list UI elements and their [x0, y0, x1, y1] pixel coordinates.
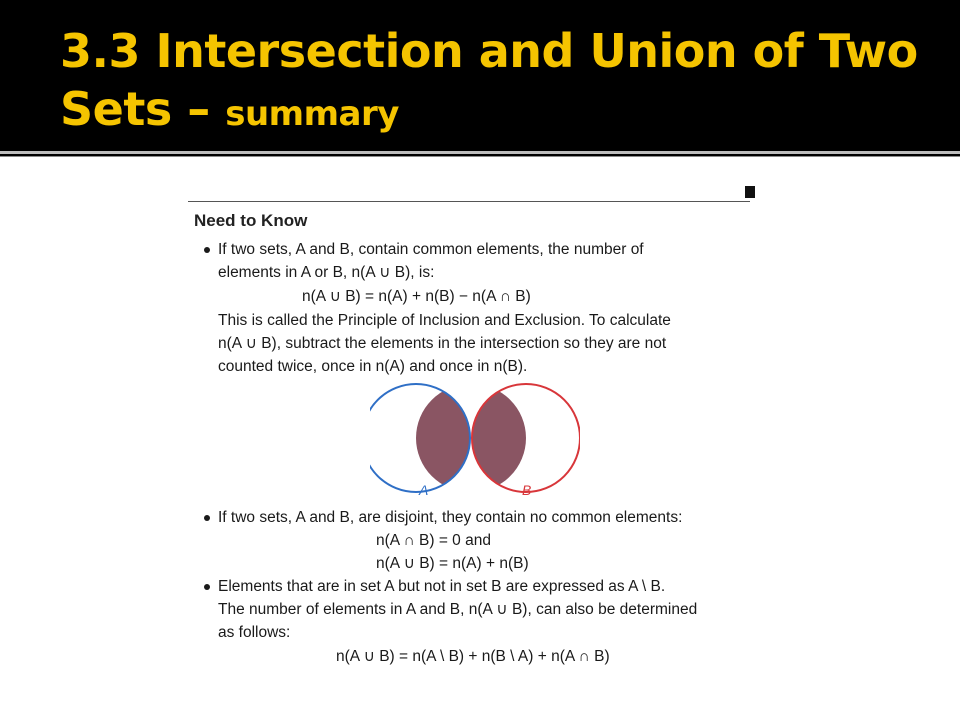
- venn-label-a: A: [419, 482, 429, 498]
- bullet1-line4: n(A ∪ B), subtract the elements in the intersection so they are not: [218, 335, 667, 352]
- bullet1-line2: elements in A or B, n(A ∪ B), is:: [218, 264, 435, 281]
- scan-top-rule: [188, 201, 750, 202]
- bullet3-line1: Elements that are in set A but not in set B are expressed as A \ B.: [218, 578, 666, 595]
- title-divider: [0, 151, 960, 154]
- slide-title: [60, 22, 940, 143]
- venn-diagram: [370, 380, 580, 500]
- bullet1-line1: If two sets, A and B, contain common elements, the number of: [218, 241, 644, 258]
- bullet3-line2: The number of elements in A and B, n(A ∪ B), can also be determined: [218, 601, 698, 618]
- scan-corner-mark: [745, 186, 755, 198]
- scanned-textbook-image: [184, 182, 756, 682]
- bullet3-formula: n(A ∪ B) = n(A \ B) + n(B \ A) + n(A ∩ B): [336, 648, 610, 665]
- bullet-dot: [204, 247, 210, 253]
- bullet-dot: [204, 515, 210, 521]
- bullet-dot: [204, 584, 210, 590]
- bullet1-line3: This is called the Principle of Inclusion and Exclusion. To calculate: [218, 312, 671, 329]
- bullet2-formula2: n(A ∪ B) = n(A) + n(B): [376, 555, 529, 572]
- bullet2-formula1: n(A ∩ B) = 0 and: [376, 532, 491, 549]
- bullet1-formula: n(A ∪ B) = n(A) + n(B) − n(A ∩ B): [302, 288, 531, 305]
- bullet2-line1: If two sets, A and B, are disjoint, they contain no common elements:: [218, 509, 683, 526]
- bullet3-line3: as follows:: [218, 624, 291, 641]
- title-main: 3.3 Intersection and Union of Two Sets –: [60, 24, 918, 136]
- section-heading: Need to Know: [194, 211, 308, 230]
- title-sub: summary: [225, 94, 399, 134]
- bullet1-line5: counted twice, once in n(A) and once in n(B).: [218, 358, 528, 375]
- venn-label-b: B: [522, 482, 532, 498]
